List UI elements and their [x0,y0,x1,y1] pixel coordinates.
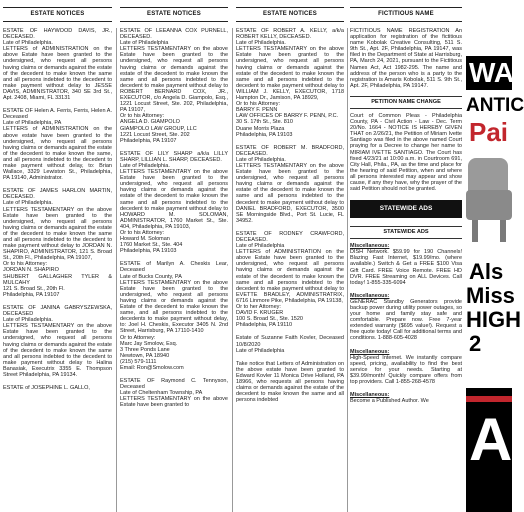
estate-notices-column-1 [3,28,112,512]
classified-ad [350,243,462,286]
ad-text-also: Als [469,259,504,284]
column-divider [347,28,348,512]
notice-text: ESTATE OF ROBERT A. KELLY, a/k/a ROBERT KELLY, DECEASED. Late of Philadelphia. LETTERS TESTAMENTARY on the above Estate have been granted to the undersigned, who request all persons having claims or demands against the estate of the decedent to make known the same and all persons indebted to the decedent to make payment without delay to WILLIAM J. KELLY, EXECUTOR, 1718 Hampton Dr., Jamison, PA 18929, Or to his Attorney: BARRY F. PENN LAW OFFICES OF BARRY F. PENN, P.C. 30 S. 17th St., Ste. 810 Duane Morris Plaza Philadelphia, PA 19103 [236,28,344,138]
notice-text: ESTATE OF LEEANNA COX PURNELL, DECEASED. Late of Philadelphia LETTERS TESTAMENTARY on the above Estate have been granted to the undersigned, who request all persons having claims or demands against the estate of the decedent to make known the same and all persons indebted to the decedent to make payment without delay to ROBERT BERNARD COX, JR., EXECUTOR, c/o Angela D. Giampolo, Esq., 1221 Locust Street, Ste. 202, Philadelphia, PA 19107, Or to his Attorney: ANGELA D. GIAMPOLO GIAMPOLO LAW GROUP, LLC 1221 Locust Street, Ste. 202 Philadelphia, PA 19107 [120,28,228,144]
estate-notices-column-2 [120,28,228,512]
legal-notice [236,145,344,224]
petition-notice [350,113,462,192]
classifieds-column [350,28,462,512]
ad-subheadline: ANTIC [466,95,524,116]
ad-text-high: HIGH [466,307,521,332]
notice-text: ESTATE of Marilyn A. Cheskis Lear, Deceased Late of Bucks County, PA LETTERS TESTAMENTARY on the above Estate have been granted to the undersigned, who request all persons having claims or demands against the Estate of the decedent to make known the same, and all persons indebted to the decedents to make payment without delay, to: Joel H. Cheskis, Executor 3405 N. 2nd Street, Harrisburg, PA 17110-1410 Or to Attorney: Marc Jay Smolow, Esq. 3 Three Ponds Lane Newtown, PA 18940 (215) 579-1111 Email: Ron@Smolow.com [120,261,228,371]
column-header: ESTATE NOTICES [3,7,112,22]
legal-notice [120,28,228,144]
classified-ad [350,392,462,404]
legal-notice [3,108,112,181]
ad-text: DISH Network. $59.99 for 190 Channels! Blazing Fast Internet, $19.99/mo. (where available.) Switch & Get a FREE $100 Visa Gift Card. FREE Voice Remote. FREE HD DVR. FREE Streaming on ALL Devices. Call today! 1-855-335-6094 [350,249,462,286]
legal-notice [3,188,112,298]
section-header-petition: PETITION NAME CHANGE [350,96,462,109]
legal-notice [236,335,344,353]
statewide-ads-banner: STATEWIDE ADS [350,200,462,218]
ad-text: Become a Published Author. We [350,398,429,405]
column-header: FICTITIOUS NAME [350,7,462,22]
ad-category: Miscellaneous: [350,348,390,355]
legal-notice [3,28,112,101]
ad-red-stripe [466,396,512,402]
notice-text: ESTATE OF HAYWOOD DAVIS, JR., DECEASED. Late of Philadelphia. LETTERS of ADMINISTRATION on the above Estate have been granted to the undersigned, who request all persons having claims or demands against the estate of the decedent to make known the same and all persons indebted to the decedent to make payment without delay to JESSE DAVIS, ADMINISTRATOR, 340 SE 3rd St., Apt. 2408, Miami, FL 33131 [3,28,112,102]
legal-notice [236,231,344,329]
notice-text: ESTATE OF JANINA GABRYSZEWSKA, DECEASED Late of Philadelphia. LETTERS TESTAMENTARY on the above Estate have been granted to the undersigned, who request all persons having claims or demands against the estate of the decedent to make known the same and all persons indebted to the decedent to make payment without delay to Halina Banasiak, Executrix 3355 E. Thompson Street Philadelphia, PA 19134. [3,304,112,378]
legal-notice [120,378,228,408]
ad-text: High-Speed Internet. We instantly compare speed, pricing, availability to find the best service for your needs. Starting at $39.99/month! Quickly compare offers from top providers. Call 1-855-268-4578 [350,354,462,386]
legal-notice [236,361,344,404]
column-divider [116,28,117,512]
fictitious-name-notice [350,28,462,89]
notice-text: ESTATE OF LILY SHARP a/k/a LILLY SHARP, LILLIAN L. SHARP, DECEASED. Late of Philadelphia. LETTERS TESTAMENTARY on the above Estate have been granted to the undersigned, who request all persons having claims or demands against the estate of the decedent to make known the same and all persons indebted to the decedent to make payment without delay to HOWARD M. SOLOMAN, ADMINISTRATOR, 1760 Market St., Ste. 404, Philadelphia, PA 19103, Or to his Attorney: Howard M. Soloman 1760 Market St., Ste. 404 Philadelphia, PA 19103 [120,150,228,255]
ad-category: Miscellaneous: [350,392,390,399]
notice-text: Estate of Suzanne Faith Kovler, Deceased 10/8/2020 Late of Philadelphia [236,335,344,354]
notice-text: ESTATE OF Raymond C. Tennyson, Deceased Late of Cheltenham Township, PA LETTERS TESTAMENTARY on the above Estate have been granted to [120,378,228,409]
column-divider [232,28,233,512]
ad-category: Miscellaneous: [350,243,390,250]
notice-text: ESTATE OF JAMES HARLON MARTIN, DECEASED. Late of Philadelphia. LETTERS TESTAMENTARY on the above Estate have been granted to the undersigned, who request all persons having claims or demands against the estate of the decedent to make known the same and all persons indebted to the decedent to make payment without delay to JORDAN N. SHAPIRO, ADMINISTRATOR, 121 S. Broad St., 20th Fl., Philadelphia, PA 19107, Or to his Attorney: JORDAN N. SHAPIRO SHUBERT GALLAGHER TYLER & MULCAHY 121 S. Broad St., 20th Fl. Philadelphia, PA 19107 [3,188,112,298]
notice-text: ESTATE of JOSEPHINE L. GALLO, [3,385,90,392]
notice-text: ESTATE OF Helen A. Ferris, Ferris, Helen A. Deceased Late of Philadelphia, PA LETTERS of ADMINISTRATION on the above estate have been granted to the undersigned, who request all persons having claims or demands against the estate of the decedent to make known the same, and all persons indebted to the decedent to make payment without delay, to: Brian Wallace, 3329 Lewiston St., Philadelphia, PA 19140, Administrator. [3,108,112,182]
notice-text: FICTITIOUS NAME REGISTRATION An application for registration of the fictitious name Kobolak Creative Consulting, 511 S. 9th St., Apt. 2F, Philadelphia, PA 19147, was filed in the Department of State at Harrisburg, PA, March 24, 2021, pursuant to the Fictitious Names Act, Act 1982-295. The name and address of the person who is a party to the registration is Amaris Kobolak, 511 S. 9th St., Apt. 2F, Philadelphia, PA 19147. [350,28,462,89]
ad-big-letter: A [469,406,513,473]
ad-red-text: Pai [469,117,509,147]
legal-notice [120,261,228,371]
notice-text: ESTATE OF ROBERT M. BRADFORD, DECEASED. Late of Philadelphia. LETTERS TESTAMENTARY on the above Estate have been granted to the undersigned, who request all persons having claims or demands against the estate of the decedent to make known the same and all persons indebted to the decedent to make payment without delay to DANIEL BRADFORD, EXECUTOR, 3500 SE Morningside Blvd., Port St. Lucie, FL 34952. [236,144,344,224]
armchair-icon [466,150,512,250]
section-header-statewide: STATEWIDE ADS [350,226,462,239]
ad-text-number: 2 [469,331,482,356]
classified-ad [350,349,462,386]
legal-notice [236,28,344,138]
notice-text: ESTATE OF RODNEY CRAWFORD, DECEASED. Late of Philadelphia LETTERS of ADMINISTRATION on the above Estate have been granted to the undersigned, who request all persons having claims or demands against the estate of the decedent to make known the same and all persons indebted to the decedent to make payment without delay to EVETTE BRADLEY, ADMINISTRATRIX, 6716 Linmore Pike, Philadelphia, PA 19138, Or to her Attorney: DAVID F. KRUGER 100 S. Broad St., Ste. 1520 Philadelphia, PA 19110 [236,230,344,329]
estate-notices-column-3 [236,28,344,512]
notice-text: Court of Common Pleas - Philadelphia County, PA - Civil Action - Law - Dec. Term 20/No. 1664 - NOTICE IS HEREBY GIVEN THAT on 2/26/21, the Petition of Miriam Ivette Santiago was filed in the above named Court praying for a Decree to change her name to MIRIAM IVETTE SANTIAGO. The Court has fixed 4/23/21 at 10:00 a.m. in Courtroom 691, City Hall, Phila., PA, as the time and place for the hearing of said Petition, when and where all persons interested may appear and show cause, if any they have, why the prayer of the said Petition should not be granted. [350,112,462,193]
classified-ad [350,293,462,342]
ad-text-miss: Miss [466,283,515,308]
legal-notice [120,151,228,255]
column-header: ESTATE NOTICES [120,7,228,22]
ad-category: Miscellaneous: [350,292,390,299]
ad-headline: WA [469,57,515,88]
ad-text: GENERAC Standby Generators provide backup power during utility power outages, so your home and family stay safe and comfortable. Prepare now. Free 7-year extended warranty ($695 value!). Request a free quote today! Call for additional terms and conditions. 1-888-605-4028 [350,298,462,342]
column-header: ESTATE NOTICES [236,7,344,22]
legal-notice [3,385,112,391]
legal-notice [3,305,112,378]
display-advertisement [466,0,524,512]
notice-text: Take notice that Letters of Administration on the above estate have been granted to Edward Kovler 11 Monica Drive Holland, PA 18966, who requests all persons having claims or demands against the estate of the decedent to make known the same and all persons indebted [236,360,344,404]
